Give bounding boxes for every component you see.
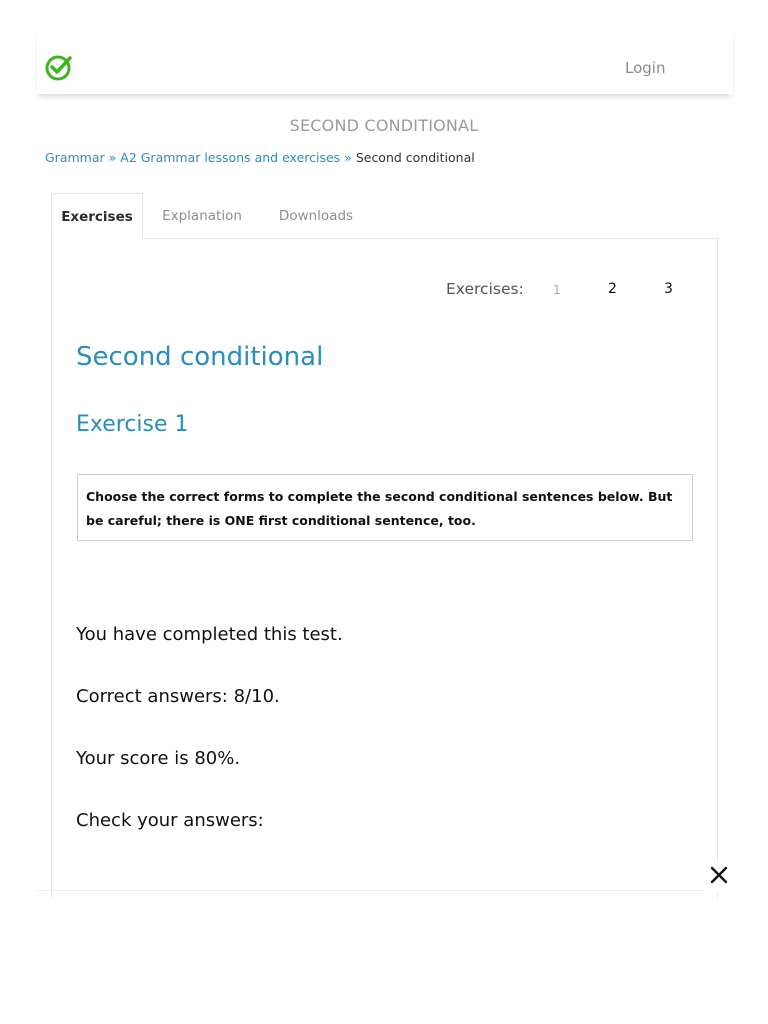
completion-message: You have completed this test. [76,624,343,645]
login-link[interactable]: Login [625,59,666,77]
exercise-page-3[interactable]: 3 [664,281,673,297]
divider [37,890,733,891]
check-circle-logo-icon[interactable] [44,52,74,82]
exercise-page-1: 1 [553,283,561,297]
close-icon [709,865,729,889]
breadcrumb-separator: » [344,150,352,165]
tab-exercises[interactable]: Exercises [51,193,143,239]
exercise-instructions: Choose the correct forms to complete the second conditional sentences below. But be careful; there is ONE first conditional sentence, too. [77,474,693,541]
exercise-page-2[interactable]: 2 [608,281,617,297]
breadcrumb-current: Second conditional [355,150,475,165]
correct-answers: Correct answers: 8/10. [76,686,280,707]
check-answers-text: Check your answers: [76,810,264,831]
tab-panel [51,238,718,898]
score-text: Your score is 80%. [76,748,241,769]
breadcrumb-separator: » [108,150,117,165]
breadcrumb-a2-link[interactable]: A2 Grammar lessons and exercises [120,150,341,165]
site-header [37,32,733,94]
breadcrumb-grammar-link[interactable]: Grammar [45,150,105,165]
lesson-heading: Second conditional [76,342,324,372]
exercise-heading: Exercise 1 [76,412,189,437]
close-button[interactable] [704,862,734,892]
tab-explanation[interactable]: Explanation [162,208,242,224]
breadcrumb [45,150,475,165]
exercise-pagination-label: Exercises: [446,280,524,298]
page-title: SECOND CONDITIONAL [289,116,479,135]
tab-downloads[interactable]: Downloads [278,208,354,224]
